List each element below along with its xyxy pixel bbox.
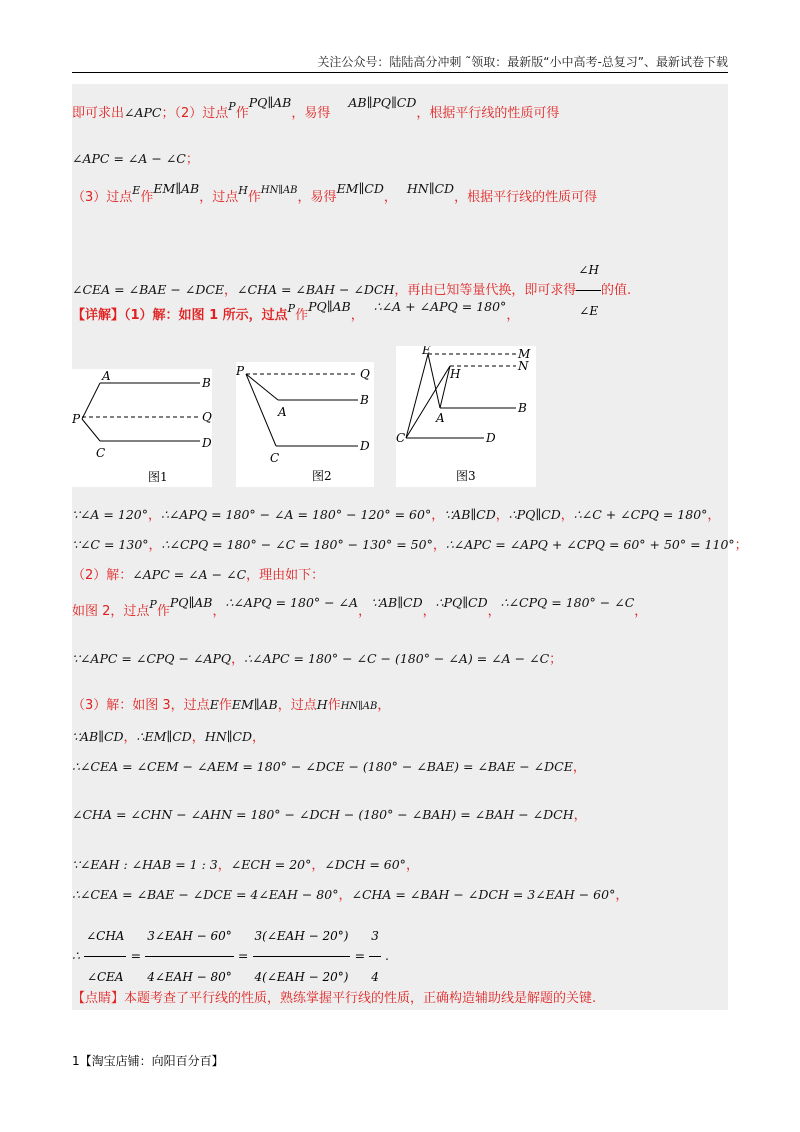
fig1-label-a: A (102, 369, 111, 383)
line-18-summary: 【点睛】本题考查了平行线的性质，熟练掌握平行线的性质，正确构造辅助线是解题的关键. (72, 991, 597, 1006)
fig1-caption: 图1 (148, 470, 168, 484)
fig2-label-c: C (270, 451, 280, 465)
fig2-label-a: A (278, 405, 287, 419)
figure-1 (72, 369, 212, 487)
fig3-label-c: C (396, 431, 406, 445)
page-header (0, 50, 800, 72)
fraction-expanded: $\frac{\text{3∠EAH − 60°}}{\text{4∠EAH − 80°}}$ (145, 916, 234, 997)
line-10: ∵∠APC = ∠CPQ − ∠APQ，∴∠APC = 180° − ∠C − (180° − ∠A) = ∠A − ∠C； (72, 651, 563, 667)
line-13: ∴∠CEA = ∠CEM − ∠AEM = 180° − ∠DCE − (180° − ∠BAE) = ∠BAE − ∠DCE， (72, 759, 586, 775)
page-footer: 1【淘宝店铺：向阳百分百】 (72, 1054, 224, 1068)
fig3-label-n: N (518, 359, 529, 373)
fraction-h-over-e: $\frac{\angle H}{\angle E}$ (576, 250, 601, 331)
line-5-detail: 【详解】（1）解：如图 1 所示，过点$^P$作PQ∥AB，∴∠A + ∠APQ = 180°， (72, 299, 520, 323)
fraction-cha-over-cea: $\frac{\text{∠CHA}}{\text{∠CEA}}$ (84, 916, 126, 997)
fig1-label-p: P (72, 412, 81, 426)
header-rule (72, 72, 728, 73)
figure-3-diagram (396, 346, 536, 487)
line-15: ∵∠EAH : ∠HAB = 1 : 3，∠ECH = 20°，∠DCH = 60°， (72, 857, 419, 873)
line-16: ∴∠CEA = ∠BAE − ∠DCE = 4∠EAH − 80°，∠CHA = ∠BAH − ∠DCH = 3∠EAH − 60°， (72, 887, 629, 903)
fraction-result: $\frac{3}{4}$ (369, 916, 381, 997)
fig2-label-d: D (360, 439, 370, 453)
fig3-caption: 图3 (456, 469, 476, 483)
fig3-label-a: A (436, 411, 445, 425)
line-7: ∵∠C = 130°，∴∠CPQ = 180° − ∠C = 180° − 130° = 50°，∴∠APC = ∠APQ + ∠CPQ = 60° + 50° = 110°； (72, 537, 748, 553)
fig3-label-b: B (518, 401, 527, 415)
figure-1-diagram (72, 369, 212, 487)
solution-content (72, 84, 748, 1010)
fraction-factored: $\frac{\text{3(∠EAH − 20°)}}{\text{4(∠EAH − 20°)}}$ (253, 916, 351, 997)
line-14: ∠CHA = ∠CHN − ∠AHN = 180° − ∠DCH − (180° − ∠BAH) = ∠BAH − ∠DCH， (72, 807, 587, 823)
figure-3 (396, 346, 536, 487)
fig3-label-h: H (450, 367, 461, 381)
line-6: ∵∠A = 120°，∴∠APQ = 180° − ∠A = 180° − 120° = 60°，∵AB∥CD，∴PQ∥CD，∴∠C + ∠CPQ = 180°， (72, 507, 721, 523)
line-17-fraction-result: ∴ $\frac{\text{∠CHA}}{\text{∠CEA}}$ = $\frac{\text{3∠EAH − 60°}}{\text{4∠EAH − 80°}}$ = $\frac{\text{3(∠EAH − 20°)}}{\text{4(∠EAH − 20°)}}$ = $\frac{3}{4}$ . (72, 916, 389, 997)
fig2-label-q: Q (360, 367, 370, 381)
fig3-label-e: E (422, 346, 431, 357)
fig2-label-b: B (360, 393, 369, 407)
line-12: ∵AB∥CD，∴EM∥CD，HN∥CD， (72, 729, 266, 745)
line-9: 如图 2，过点$^P$作PQ∥AB，∴∠APQ = 180° − ∠A，∵AB∥CD，∴PQ∥CD，∴∠CPQ = 180° − ∠C， (72, 595, 648, 619)
fig2-caption: 图2 (312, 469, 332, 483)
figure-2 (236, 362, 374, 487)
fig3-label-m: M (518, 347, 531, 361)
fig1-label-d: D (202, 436, 212, 450)
figure-2-diagram (236, 362, 374, 487)
fig1-label-b: B (202, 376, 211, 390)
header-text: 关注公众号：陆陆高分冲刺 ˜领取：最新版“小中高考-总复习”、最新试卷下载 (317, 55, 728, 69)
line-2: ∠APC = ∠A − ∠C； (72, 151, 199, 167)
fig3-label-d: D (486, 431, 496, 445)
line-11: （3）解：如图 3，过点E作EM∥AB，过点H作HN∥AB， (72, 697, 391, 713)
line-4: ∠CEA = ∠BAE − ∠DCE，∠CHA = ∠BAH − ∠DCH，再由已知等量代换，即可求得 $\frac{\angle H}{\angle E}$ 的值. (72, 250, 631, 331)
fig1-label-c: C (96, 446, 106, 460)
line-3: （3）过点$^E$作EM∥AB，过点$^H$作$^{HN\parallel AB}$，易得EM∥CD，HN∥CD，根据平行线的性质可得 (72, 181, 598, 205)
fig1-label-q: Q (202, 410, 212, 424)
line-1: 即可求出∠APC；（2）过点$^P$作PQ∥AB，易得AB∥PQ∥CD，根据平行线的性质可得 (72, 95, 560, 121)
fig2-label-p: P (236, 364, 245, 378)
line-8: （2）解：∠APC = ∠A − ∠C，理由如下： (72, 567, 325, 583)
